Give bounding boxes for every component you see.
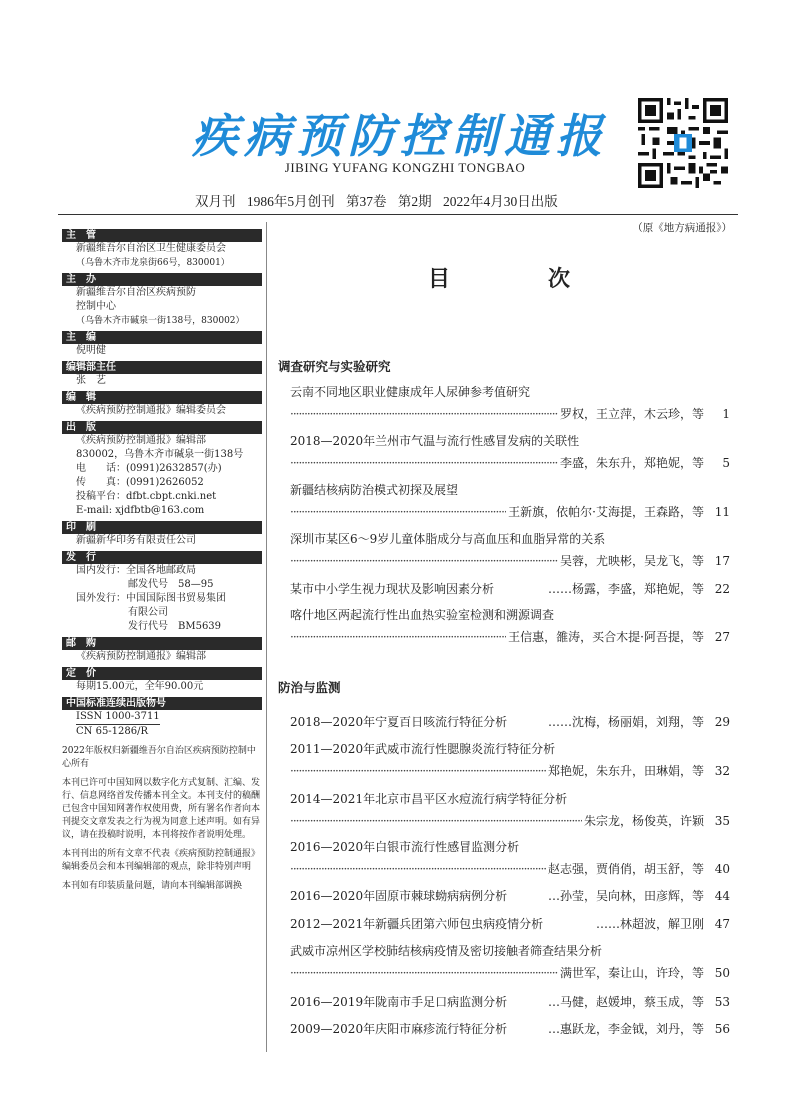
masthead-line: 控制中心 [76, 301, 116, 312]
masthead-line: 新疆维吾尔自治区卫生健康委员会 [76, 243, 226, 254]
article-title[interactable]: 2018—2020年宁夏百日咳流行特征分析 [290, 715, 508, 729]
leader-dots [290, 554, 558, 568]
toc-entry[interactable] [290, 942, 730, 981]
leader-dots [290, 764, 546, 778]
toc-entry[interactable] [290, 790, 730, 829]
masthead-block-editing [62, 391, 262, 418]
page-number: 5 [722, 456, 730, 470]
toc-entry[interactable] [290, 740, 730, 779]
masthead-head: 出 版 [62, 421, 262, 434]
journal-title: 疾病预防控制通报 [192, 109, 608, 163]
leader-dots [290, 456, 558, 470]
journal-title-pinyin: JIBING YUFANG KONGZHI TONGBAO [284, 160, 526, 175]
article-authors: 朱宗龙，杨俊英，许颖 [583, 814, 704, 828]
article-title[interactable]: 2012—2021年新疆兵团第六师包虫病疫情分析 [290, 917, 544, 931]
page-number: 29 [714, 715, 730, 729]
article-title[interactable]: 2016—2020年固原市棘球蚴病病例分析 [290, 889, 508, 903]
page-number: 35 [714, 814, 730, 828]
article-authors: …马健，赵媛坤，蔡玉成，等 [547, 995, 704, 1009]
page-number: 50 [714, 966, 730, 980]
masthead-line: 830002，乌鲁木齐市碱泉一街138号 [76, 449, 244, 460]
masthead-head: 编 辑 [62, 391, 262, 404]
masthead-head: 主 管 [62, 229, 262, 242]
page-number: 11 [714, 505, 730, 519]
qr-code-icon [638, 98, 728, 188]
masthead-block-publisher [62, 421, 262, 518]
masthead-block-office-director [62, 361, 262, 388]
issue-info: 双月刊 1986年5月创刊 第37卷 第2期 2022年4月30日出版 [195, 194, 558, 209]
toc-entry[interactable] [290, 481, 730, 520]
masthead-block-editor-in-chief [62, 331, 262, 358]
leader-dots [290, 630, 506, 644]
leader-dots [290, 407, 558, 421]
masthead-sidebar [62, 226, 262, 893]
cn-number: CN 65-1286/R [76, 726, 149, 737]
page-number: 32 [714, 764, 730, 778]
masthead-head: 中国标准连续出版物号 [62, 697, 262, 710]
article-authors: …孙莹，吴向林，田彦辉，等 [547, 889, 704, 903]
leader-dots [290, 966, 558, 980]
toc-entry[interactable] [290, 993, 730, 1010]
toc-entry[interactable] [290, 887, 730, 904]
article-title[interactable]: 2018—2020年兰州市气温与流行性感冒发病的关联性 [290, 434, 580, 448]
toc-entry[interactable] [290, 530, 730, 569]
leader-dots [290, 814, 582, 828]
article-title[interactable]: 武威市凉州区学校肺结核病疫情及密切接触者筛查结果分析 [290, 944, 603, 958]
masthead-line: 新疆新华印务有限责任公司 [76, 535, 196, 546]
page-number: 27 [714, 630, 730, 644]
article-authors: 满世军，秦让山，许玲，等 [559, 966, 704, 980]
phone-line: 电 话：(0991)2632857(办) [76, 463, 222, 474]
article-authors: 王信惠，雒涛，买合木提·阿吾提，等 [508, 630, 704, 644]
masthead-line: （乌鲁木齐市龙泉街66号，830001） [76, 258, 230, 268]
toc-entry[interactable] [290, 838, 730, 877]
masthead-line: 有限公司 [128, 607, 168, 618]
article-authors: 赵志强，贾俏俏，胡玉舒，等 [547, 862, 704, 876]
header-rule [58, 214, 738, 215]
quality-note: 本刊如有印装质量问题，请向本刊编辑部调换 [62, 881, 243, 891]
masthead-head: 编辑部主任 [62, 361, 262, 374]
toc-heading: 目 次 [428, 266, 609, 292]
masthead-block-supervisor [62, 229, 262, 270]
masthead-line: 邮发代号 58—95 [128, 579, 214, 590]
former-name: （原《地方病通报》） [632, 222, 732, 234]
article-title[interactable]: 2009—2020年庆阳市麻疹流行特征分析 [290, 1022, 508, 1036]
toc-section-title: 调查研究与实验研究 [278, 359, 391, 374]
masthead-line: 新疆维吾尔自治区疾病预防 [76, 287, 196, 298]
masthead-head: 主 办 [62, 273, 262, 286]
toc-entry[interactable] [290, 383, 730, 422]
email-line[interactable]: E-mail: xjdfbtb@163.com [76, 505, 205, 516]
leader-dots [290, 862, 546, 876]
masthead-line: （乌鲁木齐市碱泉一街138号，830002） [76, 316, 245, 326]
masthead-head: 定 价 [62, 667, 262, 680]
page-number: 17 [714, 554, 730, 568]
disclaimer-note: 本刊刊出的所有文章不代表《疾病预防控制通报》编辑委员会和本刊编辑部的观点，除非特别声明 [62, 849, 261, 872]
article-title[interactable]: 深圳市某区6～9岁儿童体脂成分与高血压和血脂异常的关系 [290, 532, 606, 546]
masthead-line: 《疾病预防控制通报》编辑部 [76, 651, 206, 662]
article-authors: 吴蓉，尤映彬，吴龙飞，等 [559, 554, 704, 568]
article-authors: ……杨露，李盛，郑艳妮，等 [547, 582, 704, 596]
article-authors: 王新旗，依帕尔·艾海提，王森路，等 [508, 505, 704, 519]
article-title[interactable]: 2014—2021年北京市昌平区水痘流行病学特征分析 [290, 792, 568, 806]
article-title[interactable]: 云南不同地区职业健康成年人尿砷参考值研究 [290, 385, 531, 399]
page-number: 44 [714, 889, 730, 903]
toc-entry[interactable] [290, 580, 730, 597]
masthead-head: 发 行 [62, 551, 262, 564]
article-title[interactable]: 新疆结核病防治模式初探及展望 [290, 483, 459, 497]
masthead-head: 主 编 [62, 331, 262, 344]
article-title[interactable]: 2016—2019年陇南市手足口病监测分析 [290, 995, 508, 1009]
toc-entry[interactable] [290, 915, 730, 932]
masthead-line: 《疾病预防控制通报》编辑委员会 [76, 405, 226, 416]
article-authors: 罗权，王立萍，木云珍，等 [559, 407, 704, 421]
masthead-line: 国外发行：中国国际图书贸易集团 [76, 593, 226, 604]
masthead-block-serial-number [62, 697, 262, 739]
page-number: 47 [714, 917, 730, 931]
article-title[interactable]: 2016—2020年白银市流行性感冒监测分析 [290, 840, 520, 854]
toc-entry[interactable] [290, 606, 730, 645]
masthead-line: 发行代号 BM5639 [128, 621, 222, 632]
masthead-line: 国内发行：全国各地邮政局 [76, 565, 196, 576]
masthead-block-price [62, 667, 262, 694]
issn: ISSN 1000-3711 [76, 710, 160, 725]
masthead-head: 邮 购 [62, 637, 262, 650]
masthead-block-distribution [62, 551, 262, 634]
leader-dots [290, 505, 506, 519]
article-title[interactable]: 某市中小学生视力现状及影响因素分析 [290, 582, 495, 596]
page-number: 22 [714, 582, 730, 596]
page-number: 53 [714, 995, 730, 1009]
masthead-block-mail-order [62, 637, 262, 664]
toc-section-title: 防治与监测 [278, 680, 341, 695]
masthead-block-sponsor [62, 273, 262, 328]
article-title[interactable]: 喀什地区两起流行性出血热实验室检测和溯源调查 [290, 608, 555, 622]
page-number: 40 [714, 862, 730, 876]
fax-line: 传 真：(0991)2626052 [76, 477, 204, 488]
masthead-head: 印 刷 [62, 521, 262, 534]
page-number: 1 [722, 407, 730, 421]
article-authors: 李盛，朱东升，郑艳妮，等 [559, 456, 704, 470]
article-authors: 郑艳妮，朱东升，田琳娟，等 [547, 764, 704, 778]
article-authors: ……沈梅，杨丽娟，刘翔，等 [547, 715, 704, 729]
masthead-line: 《疾病预防控制通报》编辑部 [76, 435, 206, 446]
submission-platform[interactable]: 投稿平台：dfbt.cbpt.cnki.net [76, 491, 217, 502]
article-title[interactable]: 2011—2020年武威市流行性腮腺炎流行特征分析 [290, 742, 556, 756]
cnki-license-note: 本刊已许可中国知网以数字化方式复制、汇编、发行、信息网络首发传播本刊全文。本刊支付的稿酬已包含中国知网著作权使用费，所有署名作者向本刊提交文章发表之行为视为同意上述声明。如有异议，请在投稿时说明，本刊将按作者说明处理。 [62, 778, 261, 840]
column-divider [266, 222, 267, 1052]
price-line: 每期15.00元，全年90.00元 [76, 681, 204, 692]
toc-entry[interactable] [290, 432, 730, 471]
masthead-line: 倪明健 [76, 345, 106, 356]
copyright-note: 2022年版权归新疆维吾尔自治区疾病预防控制中心所有 [62, 746, 256, 769]
article-authors: ……林超波，解卫刚 [595, 917, 704, 931]
toc-entry[interactable] [290, 1020, 730, 1037]
article-authors: …惠跃龙，李金钺，刘丹，等 [547, 1022, 704, 1036]
masthead-line: 张 艺 [76, 375, 106, 386]
page-number: 56 [714, 1022, 730, 1036]
masthead-block-printer [62, 521, 262, 548]
toc-entry[interactable] [290, 713, 730, 730]
